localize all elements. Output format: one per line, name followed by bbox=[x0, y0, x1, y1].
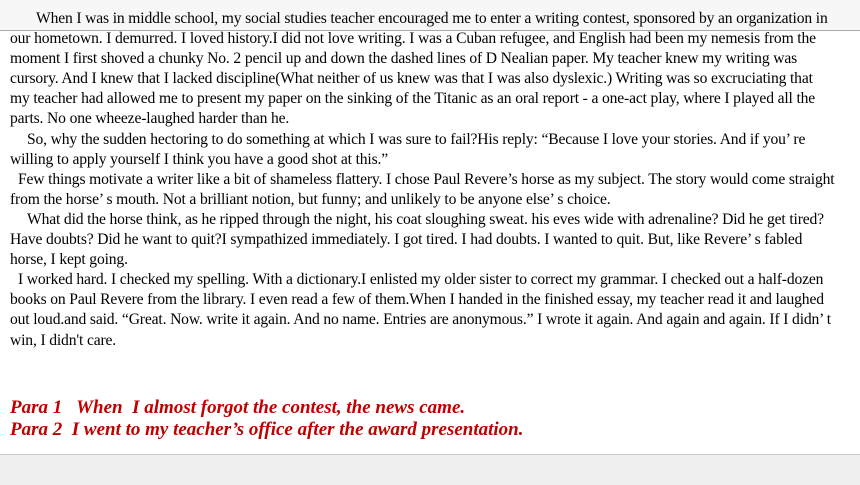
continuation-prompts bbox=[10, 397, 850, 441]
story-passage bbox=[10, 9, 836, 351]
paragraph-4: What did the horse think, as he ripped through the night, his coat sloughing sweat. his eves wide with adrenaline? Did he get tired? Have doubts? Did he want to quit?I sympathized immediately. I got tired. I had doubts. I wanted to quit. But, like Revere’ s fabled horse, I kept going. bbox=[10, 210, 824, 269]
paragraph-1: When I was in middle school, my social studies teacher encouraged me to enter a writing contest, sponsored by an organization in our hometown. I demurred. I loved history.I did not love writing. I was a Cuban refugee, and English had been my nemesis from the moment I first shoved a chunky No. 2 pencil up and down the dashed lines of D Nealian paper. My teacher knew my writing was cursory. And I knew that I lacked discipline(What neither of us knew was that I was also dyslexic.) Writing was so excruciating that my teacher had allowed me to present my paper on the sinking of the Titanic as an oral report - a one-act play, where I played all the parts. No one wheeze-laughed harder than he. bbox=[10, 10, 828, 128]
paragraph-5: I worked hard. I checked my spelling. With a dictionary.I enlisted my older sister to correct my grammar. I checked out a half-dozen books on Paul Revere from the library. I even read a few of them.When I handed in the finished essay, my teacher read it and laughed out loud.and said. “Great. Now. write it again. And no name. Entries are anonymous.” I wrote it again. And again and again. If I didn’ t win, I didn't care. bbox=[10, 271, 831, 349]
prompt-para-2: Para 2 I went to my teacher’s office after the award presentation. bbox=[10, 419, 524, 440]
prompt-para-1: Para 1 When I almost forgot the contest, the news came. bbox=[10, 397, 466, 418]
paragraph-3: Few things motivate a writer like a bit of shameless flattery. I chose Paul Revere’s horse as my subject. The story would come straight from the horse’ s mouth. Not a brilliant notion, but funny; and unlikely to be anyone else’ s choice. bbox=[10, 170, 835, 208]
bottom-bar bbox=[0, 454, 860, 485]
paragraph-2: So, why the sudden hectoring to do something at which I was sure to fail?His reply: “Because I love your stories. And if you’ re willing to apply yourself I think you have a good shot at this.” bbox=[10, 130, 806, 168]
